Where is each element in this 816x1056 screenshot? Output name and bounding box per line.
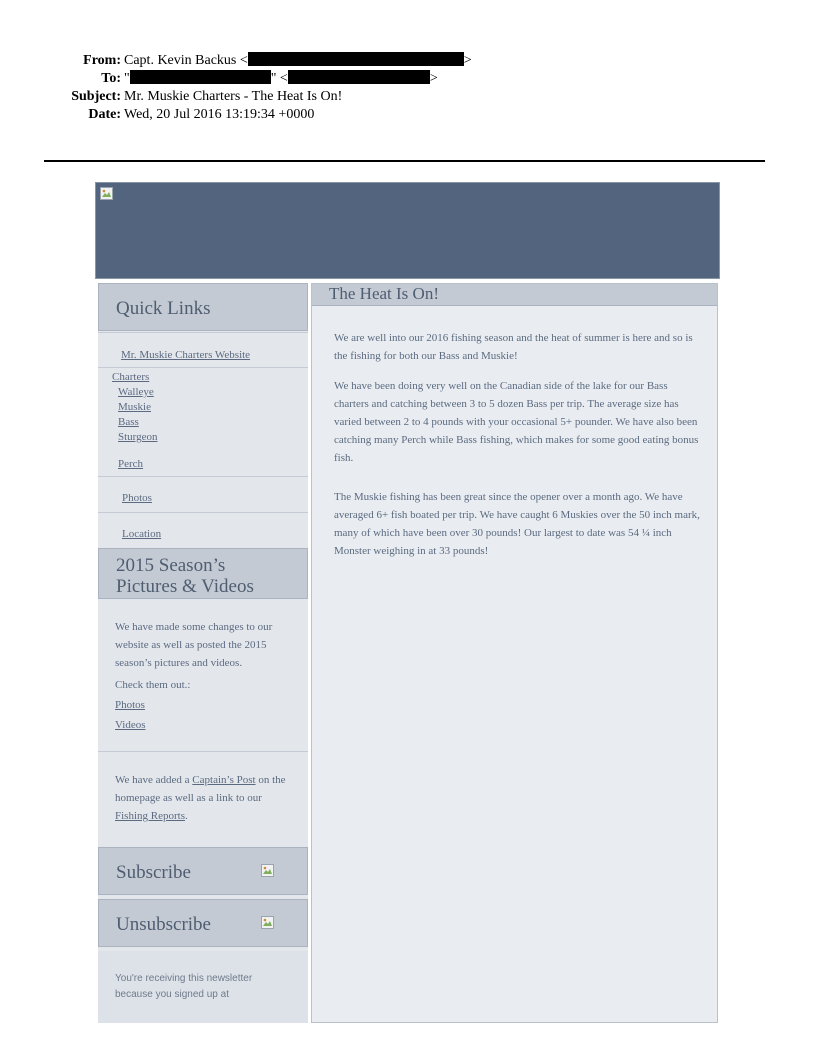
- subject-row: [0, 88, 816, 106]
- charter-muskie-link[interactable]: Muskie: [118, 401, 151, 413]
- location-link[interactable]: Location: [122, 528, 162, 540]
- season-videos-link[interactable]: Videos: [115, 719, 146, 731]
- season-header: [98, 548, 308, 599]
- charters-link[interactable]: Charters: [112, 371, 150, 383]
- subscribe-label[interactable]: Subscribe: [116, 862, 191, 883]
- to-open: ": [124, 71, 130, 86]
- quick-links-header: [98, 283, 308, 331]
- to-label: To:: [101, 71, 121, 86]
- subject-value: Mr. Muskie Charters - The Heat Is On!: [124, 89, 343, 104]
- date-value: Wed, 20 Jul 2016 13:19:34 +0000: [124, 107, 315, 122]
- from-row: [0, 52, 816, 70]
- from-close: >: [463, 53, 472, 68]
- date-label: Date:: [88, 107, 121, 122]
- website-link[interactable]: Mr. Muskie Charters Website: [121, 349, 251, 361]
- captains-mid: on the homepage as well as a link to our: [115, 774, 286, 804]
- captains-pre: We have added a: [115, 774, 193, 786]
- broken-image-icon: [261, 864, 275, 878]
- redacted-name: [130, 70, 271, 84]
- redacted-email: [288, 70, 430, 84]
- charter-walleye-link[interactable]: Walleye: [118, 386, 154, 398]
- main-content: [311, 283, 718, 1023]
- email-header: [0, 52, 816, 124]
- header-divider: [44, 160, 765, 162]
- to-close: >: [429, 71, 438, 86]
- captains-post-link[interactable]: Captain’s Post: [192, 774, 256, 786]
- photos-box: [98, 476, 308, 511]
- quick-links-title: Quick Links: [116, 298, 211, 319]
- paragraph-3: The Muskie fishing has been great since the opener over a month ago. We have averaged 6+ fish boated per trip. We have caught 6 Muskies over the 50 inch mark, many of which have been over 30 pounds! Our largest to date was 54 ¼ inch Monster weighing in at 33 pounds!: [334, 491, 700, 557]
- fishing-reports-link[interactable]: Fishing Reports: [115, 810, 185, 822]
- redacted-email: [248, 52, 464, 66]
- location-box: [98, 512, 308, 547]
- unsubscribe-box[interactable]: [98, 899, 308, 947]
- to-row: [0, 70, 816, 88]
- perch-link[interactable]: Perch: [118, 458, 144, 470]
- date-row: [0, 106, 816, 124]
- charter-sturgeon-link[interactable]: Sturgeon: [118, 431, 158, 443]
- unsubscribe-label[interactable]: Unsubscribe: [116, 914, 211, 935]
- season-title-line1: 2015 Season’s: [116, 555, 226, 576]
- footer-text: You're receiving this newsletter because you signed up at: [115, 973, 253, 1000]
- season-content: [98, 600, 308, 752]
- from-label: From:: [83, 53, 121, 68]
- broken-image-icon: [261, 916, 275, 930]
- broken-image-icon: [100, 187, 114, 201]
- season-title-line2: Pictures & Videos: [116, 576, 254, 597]
- charter-bass-link[interactable]: Bass: [118, 416, 139, 428]
- article-title: The Heat Is On!: [312, 284, 717, 306]
- captains-post-content: [98, 753, 308, 846]
- charters-box: [98, 367, 308, 476]
- photos-nav-link[interactable]: Photos: [122, 492, 152, 504]
- paragraph-2: We have been doing very well on the Canadian side of the lake for our Bass charters and catching between 3 to 5 dozen Bass per trip. The average size has varied between 2 to 4 pounds with your occasional 5+ pounder. We have also been catching many Perch while Bass fishing, which makes for some good eating bonus fish.: [334, 380, 699, 464]
- footer-box: [98, 951, 308, 1023]
- season-photos-link[interactable]: Photos: [115, 699, 145, 711]
- website-link-box: [98, 332, 308, 367]
- from-name: Capt. Kevin Backus <: [124, 53, 248, 68]
- newsletter-banner: [95, 182, 720, 279]
- season-text: We have made some changes to our website as well as posted the 2015 season’s pictures and videos.: [115, 621, 273, 669]
- captains-end: .: [184, 810, 188, 822]
- to-mid: " <: [270, 71, 288, 86]
- paragraph-1: We are well into our 2016 fishing season and the heat of summer is here and so is the fishing for both our Bass and Muskie!: [334, 332, 693, 362]
- sidebar: [98, 283, 308, 1023]
- subject-label: Subject:: [71, 89, 121, 104]
- check-out-text: Check them out.:: [115, 679, 191, 691]
- subscribe-box[interactable]: [98, 847, 308, 895]
